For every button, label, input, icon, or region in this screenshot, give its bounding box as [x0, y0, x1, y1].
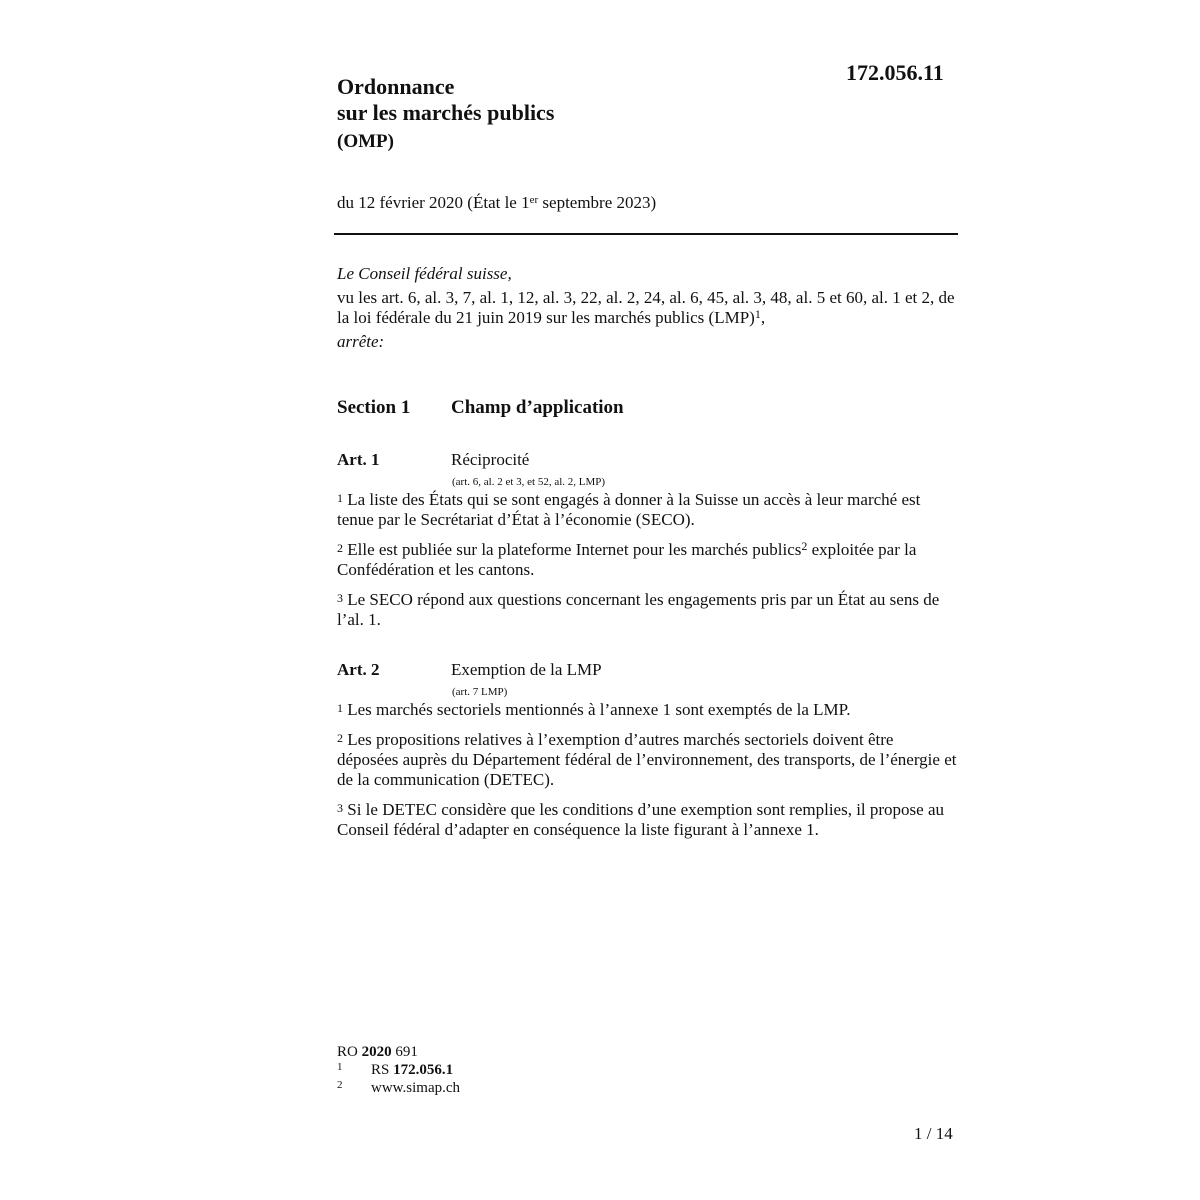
article-number: Art. 1 — [337, 450, 380, 469]
paragraph — [337, 698, 958, 720]
article-number: Art. 2 — [337, 660, 380, 679]
section-title: Champ d’application — [451, 397, 624, 418]
systematic-number: 172.056.11 — [846, 60, 944, 85]
preamble — [337, 264, 958, 356]
paragraph-number: 3 — [337, 591, 343, 605]
header-rule — [334, 233, 958, 235]
footnote-2 — [337, 1079, 461, 1097]
page-number: 1 / 14 — [914, 1124, 953, 1143]
ro-year: 2020 — [361, 1044, 392, 1060]
paragraph-text: Elle est publiée sur la plateforme Internet pour les marchés publics — [347, 540, 802, 559]
paragraph-number: 2 — [337, 731, 343, 745]
footnote-rs-number: 172.056.1 — [393, 1062, 454, 1078]
footnote-1 — [337, 1061, 454, 1079]
ro-page: 691 — [391, 1044, 418, 1060]
article-header — [337, 450, 958, 488]
article-2 — [337, 660, 958, 848]
official-compilation-ref — [337, 1043, 418, 1061]
paragraph-number: 3 — [337, 801, 343, 815]
paragraph — [337, 728, 958, 790]
footnote-number: 1 — [337, 1061, 343, 1073]
article-reference: (art. 7 LMP) — [452, 686, 508, 698]
date-prefix: du 12 février 2020 (État le 1 — [337, 193, 530, 212]
paragraph — [337, 488, 958, 530]
paragraph — [337, 588, 958, 630]
footnote-ref-2[interactable]: 2 — [801, 539, 808, 553]
article-reference: (art. 6, al. 2 et 3, et 52, al. 2, LMP) — [452, 476, 606, 488]
article-1 — [337, 450, 958, 638]
paragraph-text: Le SECO répond aux questions concernant les engagements pris par un État au sens de l’al. 1. — [337, 590, 940, 629]
article-header — [337, 660, 958, 698]
paragraph-number: 1 — [337, 701, 343, 715]
footnote-number: 2 — [337, 1079, 343, 1091]
paragraph-text: Si le DETEC considère que les conditions d’une exemption sont remplies, il propose au Conseil fédéral d’adapter en conséquence la liste figurant à l’annexe 1. — [337, 800, 945, 839]
date-suffix: septembre 2023) — [538, 193, 657, 212]
paragraph-number: 1 — [337, 491, 343, 505]
paragraph-number: 2 — [337, 541, 343, 555]
paragraph — [337, 798, 958, 840]
article-title: Réciprocité — [451, 450, 530, 469]
paragraph-text-cont: exploitée par la Confédération et les cantons. — [337, 540, 917, 579]
footnote-ref-1[interactable]: 1 — [754, 307, 761, 321]
footnote-link[interactable]: www.simap.ch — [371, 1080, 461, 1096]
footnotes — [337, 1043, 461, 1097]
paragraph-text: Les marchés sectoriels mentionnés à l’annexe 1 sont exemptés de la LMP. — [347, 700, 851, 719]
paragraph-text: Les propositions relatives à l’exemption d’autres marchés sectoriels doivent être déposées auprès du Département fédéral de l’environnement, des transports, de l’énergie et de la communication (DETEC). — [337, 730, 957, 789]
preamble-legal-basis — [337, 288, 958, 328]
paragraph — [337, 538, 958, 580]
title-line-1: Ordonnance — [337, 74, 455, 99]
paragraph-text: La liste des États qui se sont engagés à donner à la Suisse un accès à leur marché est tenue par le Secrétariat d’État à l’économie (SECO). — [337, 490, 921, 529]
document-title — [337, 74, 554, 153]
ro-prefix: RO — [337, 1044, 362, 1060]
preamble-decree: arrête: — [337, 332, 385, 351]
preamble-authority: Le Conseil fédéral suisse, — [337, 264, 512, 283]
legal-basis-end: , — [760, 308, 766, 327]
title-line-2: sur les marchés publics — [337, 100, 555, 125]
section-label: Section 1 — [337, 397, 411, 418]
article-title: Exemption de la LMP — [451, 660, 602, 679]
legal-basis-text: vu les art. 6, al. 3, 7, al. 1, 12, al. 3, 22, al. 2, 24, al. 6, 45, al. 3, 48, al. 5 et 60, al. 1 et 2, de la loi fédérale du 21 juin 2019 sur les marchés publics (LMP) — [337, 288, 955, 327]
section-heading — [337, 397, 624, 419]
title-abbreviation: (OMP) — [337, 131, 394, 152]
footnote-text: RS 172.056.1 — [371, 1062, 454, 1078]
date-line — [337, 193, 656, 213]
date-superscript: er — [529, 194, 539, 206]
